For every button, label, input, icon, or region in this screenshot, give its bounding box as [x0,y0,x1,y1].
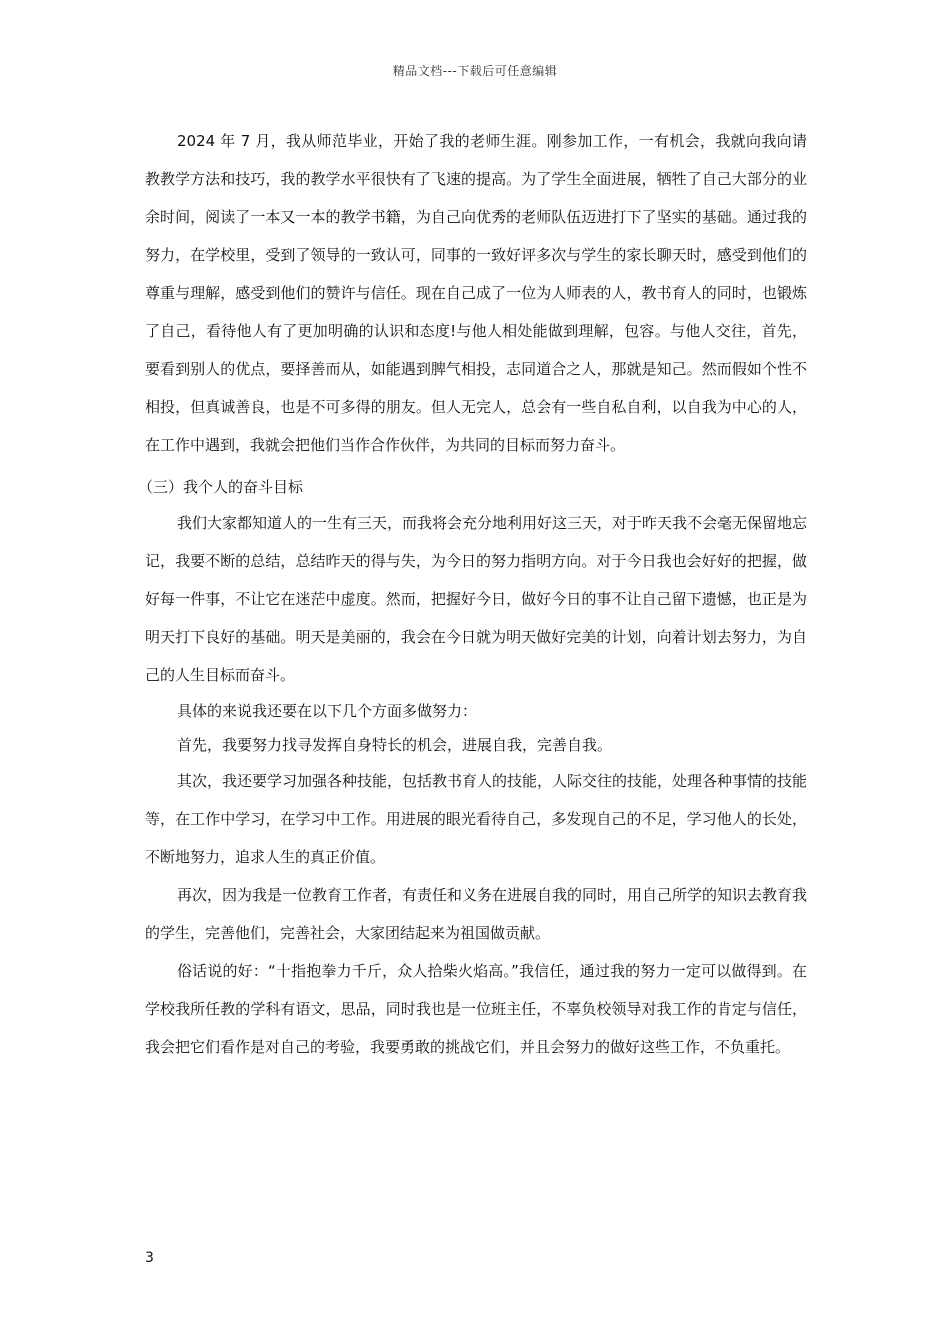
document-body [138,122,808,1066]
paragraph-third: 再次，因为我是一位教育工作者，有责任和义务在进展自我的同时，用自己所学的知识去教育我的学生，完善他们，完善社会，大家团结起来为祖国做贡献。 [145,886,808,942]
paragraph-career-start: 2024 年 7 月，我从师范毕业，开始了我的老师生涯。刚参加工作，一有机会，我就向我向请教教学方法和技巧，我的教学水平很快有了飞速的提高。为了学生全面进展，牺牲了自己大部分的业余时间，阅读了一本又一本的教学书籍，为自己向优秀的老师队伍迈进打下了坚实的基础。通过我的努力，在学校里，受到了领导的一致认可，同事的一致好评多次与学生的家长聊天时，感受到他们的尊重与理解，感受到他们的赞许与信任。现在自己成了一位为人师表的人，教书育人的同时，也锻炼了自己，看待他人有了更加明确的认识和态度!与他人相处能做到理解，包容。与他人交往，首先，要看到别人的优点，要择善而从，如能遇到脾气相投，志同道合之人，那就是知己。然而假如个性不相投，但真诚善良，也是不可多得的朋友。但人无完人，总会有一些自私自利，以自我为中心的人，在工作中遇到，我就会把他们当作合作伙伴，为共同的目标而努力奋斗。 [145,132,807,454]
paragraph-proverb: 俗话说的好：“十指抱拳力千斤，众人拾柴火焰高。”我信任，通过我的努力一定可以做得到。在学校我所任教的学科有语文，思品，同时我也是一位班主任，不辜负校领导对我工作的肯定与信任，我会把它们看作是对自己的考验，我要勇敢的挑战它们，并且会努力的做好这些工作，不负重托。 [145,962,807,1056]
paragraph-three-days: 我们大家都知道人的一生有三天，而我将会充分地利用好这三天，对于昨天我不会毫无保留地忘记，我要不断的总结，总结昨天的得与失，为今日的努力指明方向。对于今日我也会好好的把握，做好每一件事，不让它在迷茫中虚度。然而，把握好今日，做好今日的事不让自己留下遗憾，也正是为明天打下良好的基础。明天是美丽的，我会在今日就为明天做好完美的计划，向着计划去努力，为自己的人生目标而奋斗。 [145,514,808,684]
page-number: 3 [145,1250,154,1266]
page-header: 精品文档---下载后可任意编辑 [392,64,558,78]
section-heading: （三）我个人的奋斗目标 [138,478,304,496]
paragraph-specifics-intro: 具体的来说我还要在以下几个方面多做努力： [177,702,478,720]
paragraph-first: 首先，我要努力找寻发挥自身特长的机会，进展自我，完善自我。 [177,736,613,754]
paragraph-second: 其次，我还要学习加强各种技能，包括教书育人的技能，人际交往的技能，处理各种事情的技能等，在工作中学习，在学习中工作。用进展的眼光看待自己，多发现自己的不足，学习他人的长处，不断地努力，追求人生的真正价值。 [145,772,808,866]
